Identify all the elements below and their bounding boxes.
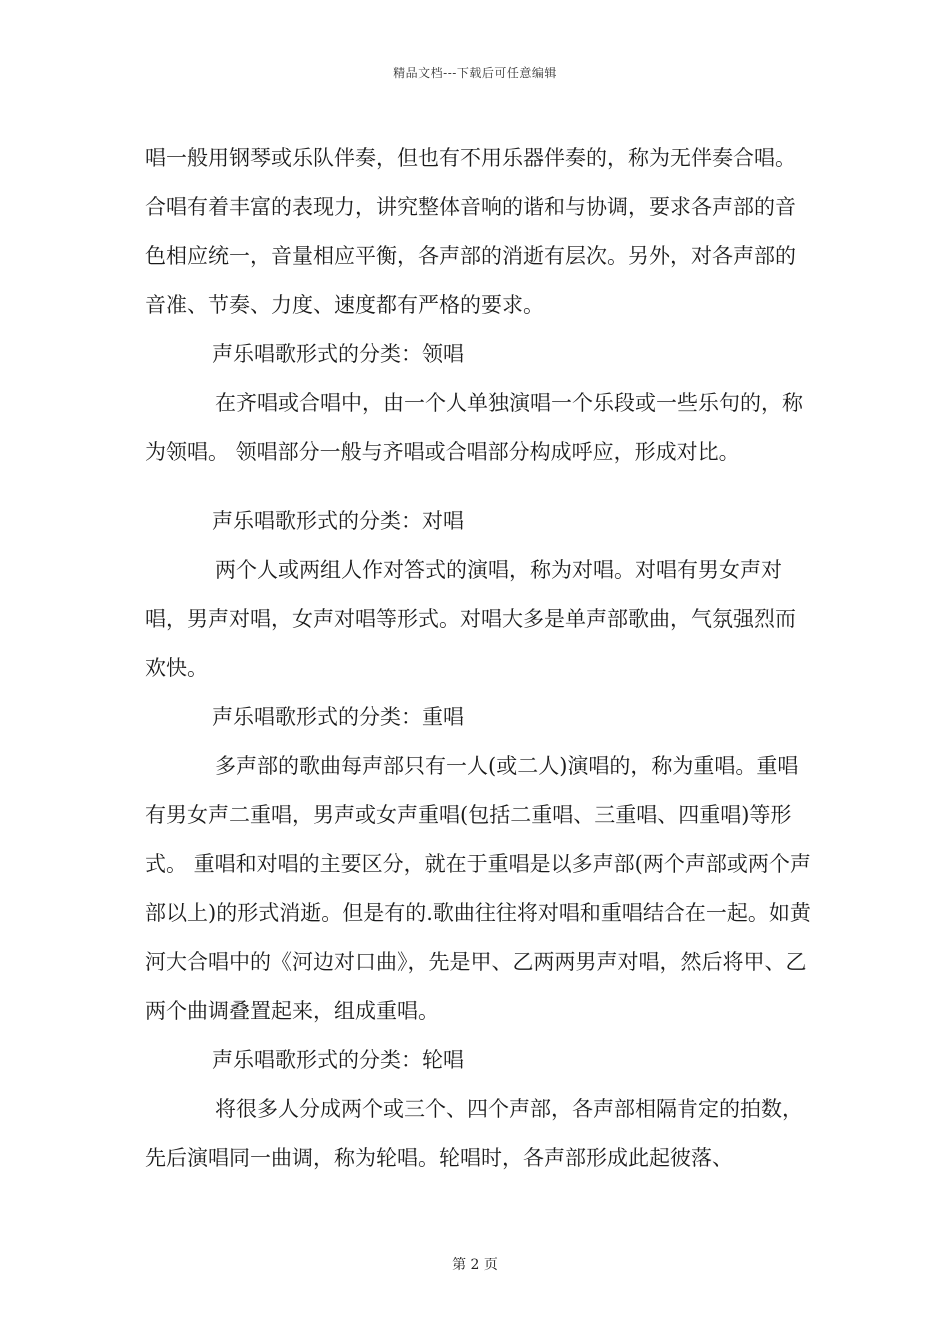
paragraph-duichang: 两个人或两组人作对答式的演唱，称为对唱。对唱有男女声对唱，男声对唱，女声对唱等形式。对唱大多是单声部歌曲，气氛强烈而欢快。: [145, 558, 796, 680]
section-heading-chongchang: 声乐唱歌形式的分类：重唱: [212, 705, 464, 729]
page-number: 第 2 页: [452, 1257, 498, 1273]
paragraph-lunchang: 将很多人分成两个或三个、四个声部，各声部相隔肯定的拍数，先后演唱同一曲调，称为轮唱。轮唱时，各声部形成此起彼落、: [145, 1097, 803, 1170]
section-heading-lunchang: 声乐唱歌形式的分类：轮唱: [212, 1048, 464, 1072]
paragraph-lingchang: 在齐唱或合唱中，由一个人单独演唱一个乐段或一些乐句的，称为领唱。 领唱部分一般与齐唱或合唱部分构成呼应，形成对比。: [145, 391, 803, 464]
paragraph-chongchang: 多声部的歌曲每声部只有一人(或二人)演唱的，称为重唱。重唱有男女声二重唱，男声或女声重唱(包括二重唱、三重唱、四重唱)等形式。 重唱和对唱的主要区分，就在于重唱是以多声部(两个声部或两个声部以上)的形式消逝。但是有的.歌曲往往将对唱和重唱结合在一起。如黄河大合唱中的《河边对口曲》，先是甲、乙两两男声对唱，然后将甲、乙两个曲调叠置起来，组成重唱。: [145, 754, 811, 1023]
section-heading-lingchang: 声乐唱歌形式的分类：领唱: [212, 342, 464, 366]
document-body: [145, 134, 815, 1183]
section-heading-duichang: 声乐唱歌形式的分类：对唱: [212, 509, 464, 533]
page-header: 精品文档---下载后可任意编辑: [393, 66, 557, 80]
paragraph-chorus-continued: 唱一般用钢琴或乐队伴奏，但也有不用乐器伴奏的，称为无伴奏合唱。 合唱有着丰富的表现力，讲究整体音响的谐和与协调，要求各声部的音色相应统一，音量相应平衡，各声部的消逝有层次。另外，对各声部的音准、节奏、力度、速度都有严格的要求。: [145, 146, 796, 317]
